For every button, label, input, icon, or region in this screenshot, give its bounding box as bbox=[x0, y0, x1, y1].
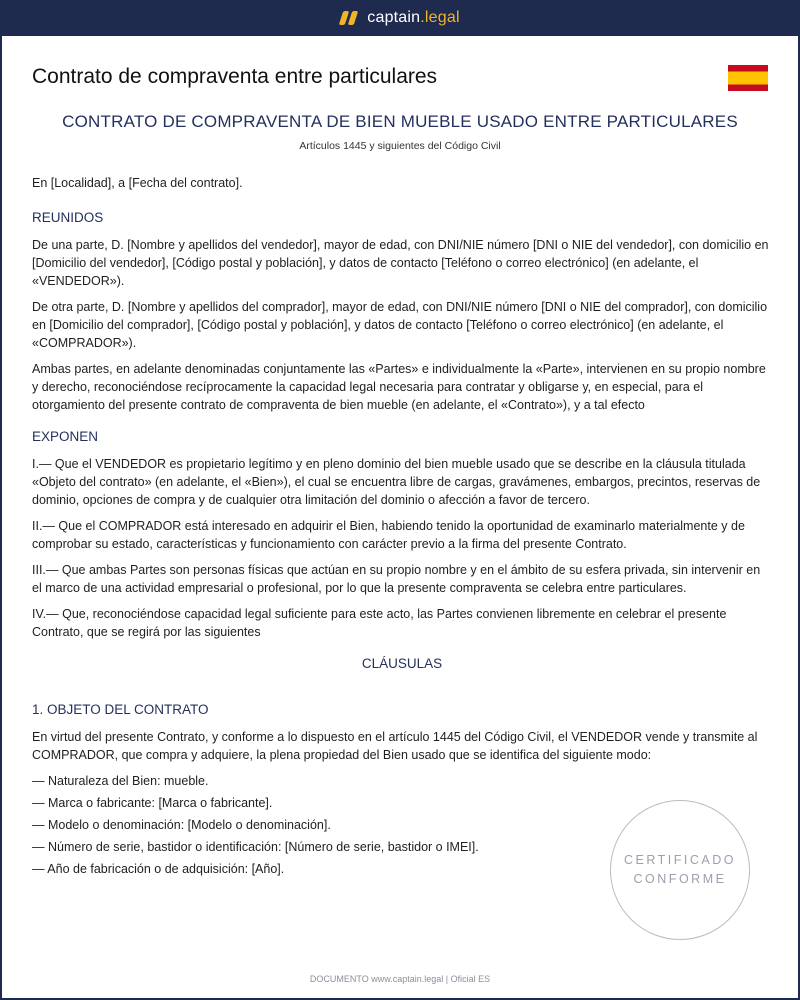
paragraph: I.— Que el VENDEDOR es propietario legítimo y en pleno dominio del bien mueble usado que se describe en la cláusula titulada «Objeto del contrato» (en adelante, el «Bien»), el cual se encuentra libre de cargas, gravámenes, embargos, precintos, reservas de dominio, opciones de compra y de cualquier otra limitación del dominio o afección a favor de tercero. bbox=[32, 457, 761, 507]
list-item: — Modelo o denominación: [Modelo o denominación]. bbox=[32, 818, 331, 832]
certified-stamp bbox=[610, 800, 750, 940]
section-clausulas-title: CLÁUSULAS bbox=[361, 656, 443, 671]
paragraph: III.— Que ambas Partes son personas físicas que actúan en su propio nombre y en el ámbito de su esfera privada, sin intervenir en el marco de una actividad empresarial o profesional, por lo que la presente compraventa se celebra entre particulares. bbox=[32, 563, 761, 595]
paragraph: De otra parte, D. [Nombre y apellidos del comprador], mayor de edad, con DNI/NIE número [DNI o NIE del comprador], con domicilio en [Domicilio del comprador], [Código postal y población], y datos de contacto [Teléfono o correo electrónico] (en adelante, el «COMPRADOR»). bbox=[32, 300, 768, 350]
brand-name: captain.legal bbox=[367, 9, 460, 26]
document-footer: DOCUMENTO www.captain.legal | Oficial ES bbox=[309, 974, 491, 984]
section-exponen-title: EXPONEN bbox=[32, 429, 99, 444]
paragraph: Ambas partes, en adelante denominadas conjuntamente las «Partes» e individualmente la «Parte», intervienen en su propio nombre y derecho, reconociéndose recíprocamente la capacidad legal necesaria para contratar y obligarse y, en especial, para el otorgamiento del presente contrato de compraventa de bien mueble (en adelante, el «Contrato»), y a tal efecto bbox=[32, 362, 766, 412]
top-bar bbox=[0, 0, 800, 36]
document-title: Contrato de compraventa entre particulares bbox=[32, 65, 438, 88]
paragraph: IV.— Que, reconociéndose capacidad legal suficiente para este acto, las Partes convienen libremente en celebrar el presente Contrato, que se regirá por las siguientes bbox=[32, 607, 727, 639]
list-item: — Marca o fabricante: [Marca o fabricante]. bbox=[32, 796, 273, 810]
paragraph: En virtud del presente Contrato, y conforme a lo dispuesto en el artículo 1445 del Código Civil, el VENDEDOR vende y transmite al COMPRADOR, que compra y adquiere, la plena propiedad del Bien usado que se identifica del siguiente modo: bbox=[32, 730, 758, 762]
list-item: — Naturaleza del Bien: mueble. bbox=[32, 774, 209, 788]
spain-flag-icon bbox=[728, 65, 768, 91]
contract-subheading: Artículos 1445 y siguientes del Código Civil bbox=[299, 140, 501, 152]
contract-heading: CONTRATO DE COMPRAVENTA DE BIEN MUEBLE USADO ENTRE PARTICULARES bbox=[62, 112, 738, 131]
brand-logo-icon bbox=[340, 11, 358, 25]
place-date: En [Localidad], a [Fecha del contrato]. bbox=[32, 176, 243, 190]
document-header bbox=[32, 65, 768, 89]
list-item: — Año de fabricación o de adquisición: [Año]. bbox=[32, 862, 285, 876]
section-reunidos-title: REUNIDOS bbox=[32, 210, 104, 225]
stamp-line-1: CERTIFICADO bbox=[624, 853, 736, 867]
stamp-line-2: CONFORME bbox=[633, 872, 727, 886]
paragraph: De una parte, D. [Nombre y apellidos del vendedor], mayor de edad, con DNI/NIE número [DNI o NIE del vendedor], con domicilio en [Domicilio del vendedor], [Código postal y población], y datos de contacto [Teléfono o correo electrónico] (en adelante, el «VENDEDOR»). bbox=[32, 238, 769, 288]
list-item: — Número de serie, bastidor o identificación: [Número de serie, bastidor o IMEI]. bbox=[32, 840, 479, 854]
paragraph: II.— Que el COMPRADOR está interesado en adquirir el Bien, habiendo tenido la oportunidad de examinarlo materialmente y de comprobar su estado, características y funcionamiento con carácter previo a la firma del presente Contrato. bbox=[32, 519, 745, 551]
contract-body bbox=[32, 174, 772, 882]
brand-logo[interactable] bbox=[340, 9, 459, 27]
clause-1-title: 1. OBJETO DEL CONTRATO bbox=[32, 702, 209, 717]
